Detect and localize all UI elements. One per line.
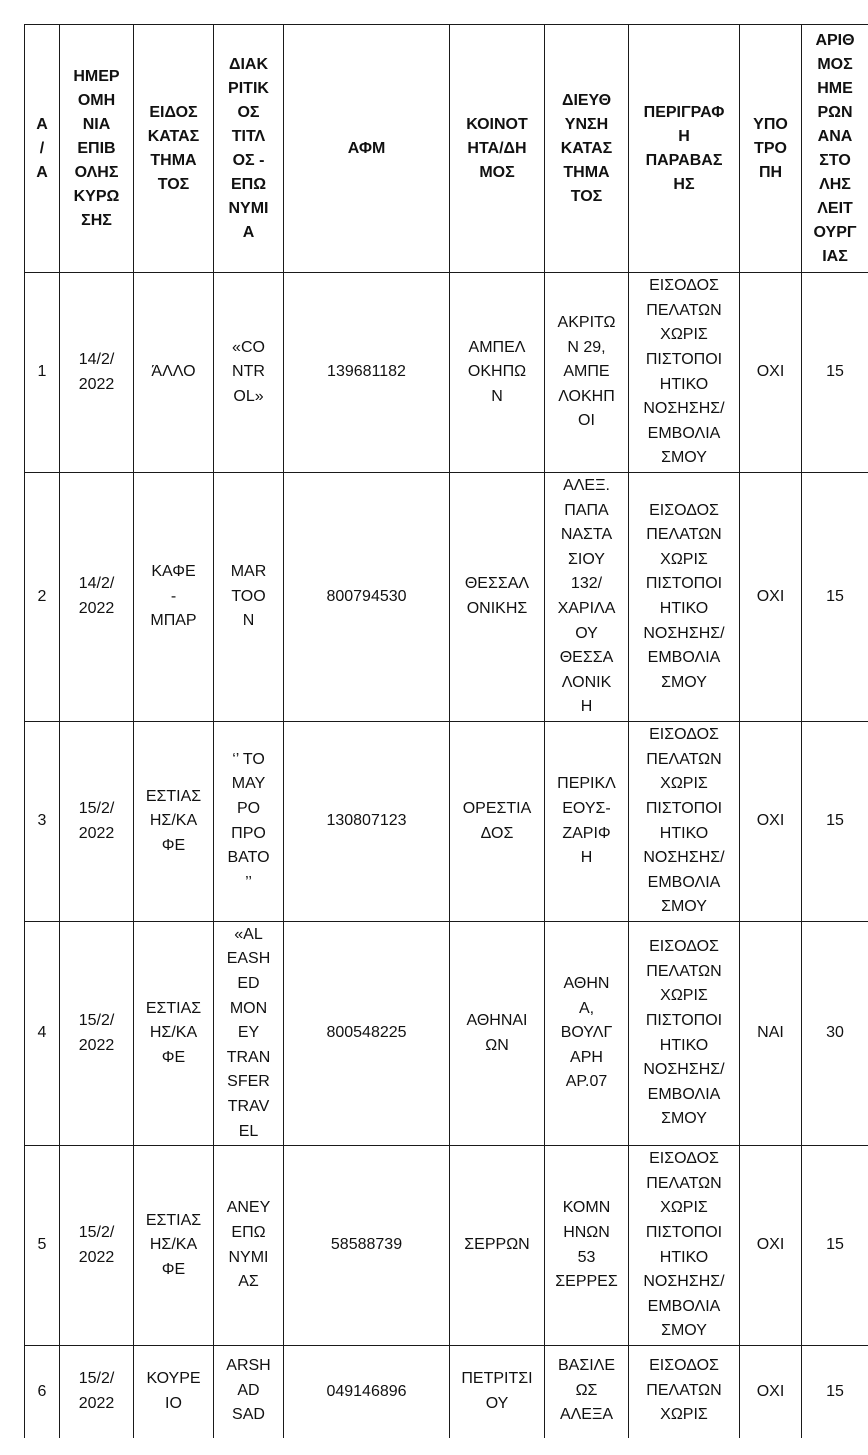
cell-address: ΠΕΡΙΚΛ ΕΟΥΣ- ΖΑΡΙΦ Η	[545, 722, 629, 922]
cell-address: ΑΘΗΝ Α, ΒΟΥΛΓ ΑΡΗ ΑΡ.07	[545, 922, 629, 1146]
table-row	[25, 722, 868, 922]
cell-date: 15/2/ 2022	[60, 922, 134, 1146]
cell-address: ΑΚΡΙΤΩ Ν 29, ΑΜΠΕ ΛΟΚΗΠ ΟΙ	[545, 273, 629, 473]
cell-address: ΑΛΕΞ. ΠΑΠΑ ΝΑΣΤΑ ΣΙΟΥ 132/ ΧΑΡΙΛΑ ΟΥ ΘΕΣΣΑ ΛΟΝΙΚ Η	[545, 473, 629, 722]
table-header-row	[25, 25, 868, 273]
sanctions-table	[24, 24, 868, 1438]
table-row	[25, 273, 868, 473]
cell-repeat: ΟΧΙ	[740, 1146, 802, 1346]
cell-date: 14/2/ 2022	[60, 273, 134, 473]
cell-afm: 130807123	[284, 722, 450, 922]
cell-date: 14/2/ 2022	[60, 473, 134, 722]
cell-date: 15/2/ 2022	[60, 1346, 134, 1439]
cell-afm: 049146896	[284, 1346, 450, 1439]
cell-violation: ΕΙΣΟΔΟΣ ΠΕΛΑΤΩΝ ΧΩΡΙΣ ΠΙΣΤΟΠΟΙ ΗΤΙΚΟ ΝΟΣΗΣΗΣ/ ΕΜΒΟΛΙΑ ΣΜΟΥ	[629, 473, 740, 722]
cell-days: 15	[802, 722, 868, 922]
cell-date: 15/2/ 2022	[60, 1146, 134, 1346]
table-row	[25, 1346, 868, 1439]
cell-community: ΠΕΤΡΙΤΣΙ ΟΥ	[450, 1346, 545, 1439]
cell-type: ΕΣΤΙΑΣ ΗΣ/ΚΑ ΦΕ	[134, 1146, 214, 1346]
cell-community: ΟΡΕΣΤΙΑ ΔΟΣ	[450, 722, 545, 922]
header-days: ΑΡΙΘ ΜΟΣ ΗΜΕ ΡΩΝ ΑΝΑ ΣΤΟ ΛΗΣ ΛΕΙΤ ΟΥΡΓ ΙΑΣ	[802, 25, 868, 273]
cell-violation: ΕΙΣΟΔΟΣ ΠΕΛΑΤΩΝ ΧΩΡΙΣ ΠΙΣΤΟΠΟΙ ΗΤΙΚΟ ΝΟΣΗΣΗΣ/ ΕΜΒΟΛΙΑ ΣΜΟΥ	[629, 922, 740, 1146]
cell-repeat: ΟΧΙ	[740, 473, 802, 722]
cell-repeat: ΝΑΙ	[740, 922, 802, 1146]
cell-afm: 800548225	[284, 922, 450, 1146]
cell-title: ΑΝΕΥ ΕΠΩ ΝΥΜΙ ΑΣ	[214, 1146, 284, 1346]
cell-community: ΑΘΗΝΑΙ ΩΝ	[450, 922, 545, 1146]
cell-title: ARSH AD SAD	[214, 1346, 284, 1439]
cell-afm: 800794530	[284, 473, 450, 722]
header-address: ΔΙΕΥΘ ΥΝΣΗ ΚΑΤΑΣ ΤΗΜΑ ΤΟΣ	[545, 25, 629, 273]
cell-days: 15	[802, 1146, 868, 1346]
cell-type: ΆΛΛΟ	[134, 273, 214, 473]
cell-community: ΑΜΠΕΛ ΟΚΗΠΩ Ν	[450, 273, 545, 473]
cell-aa: 3	[25, 722, 60, 922]
cell-days: 15	[802, 473, 868, 722]
cell-afm: 139681182	[284, 273, 450, 473]
cell-aa: 1	[25, 273, 60, 473]
cell-aa: 6	[25, 1346, 60, 1439]
cell-days: 30	[802, 922, 868, 1146]
cell-title: «CO NTR OL»	[214, 273, 284, 473]
cell-violation: ΕΙΣΟΔΟΣ ΠΕΛΑΤΩΝ ΧΩΡΙΣ ΠΙΣΤΟΠΟΙ ΗΤΙΚΟ ΝΟΣΗΣΗΣ/ ΕΜΒΟΛΙΑ ΣΜΟΥ	[629, 722, 740, 922]
cell-community: ΘΕΣΣΑΛ ΟΝΙΚΗΣ	[450, 473, 545, 722]
table-row	[25, 1146, 868, 1346]
cell-violation: ΕΙΣΟΔΟΣ ΠΕΛΑΤΩΝ ΧΩΡΙΣ	[629, 1346, 740, 1439]
cell-title: «AL EASH ED MON EY TRAN SFER TRAV EL	[214, 922, 284, 1146]
cell-address: ΚΟΜΝ ΗΝΩΝ 53 ΣΕΡΡΕΣ	[545, 1146, 629, 1346]
cell-repeat: ΟΧΙ	[740, 722, 802, 922]
cell-violation: ΕΙΣΟΔΟΣ ΠΕΛΑΤΩΝ ΧΩΡΙΣ ΠΙΣΤΟΠΟΙ ΗΤΙΚΟ ΝΟΣΗΣΗΣ/ ΕΜΒΟΛΙΑ ΣΜΟΥ	[629, 1146, 740, 1346]
cell-repeat: ΟΧΙ	[740, 273, 802, 473]
cell-date: 15/2/ 2022	[60, 722, 134, 922]
header-date: ΗΜΕΡ ΟΜΗ ΝΙΑ ΕΠΙΒ ΟΛΗΣ ΚΥΡΩ ΣΗΣ	[60, 25, 134, 273]
cell-afm: 58588739	[284, 1146, 450, 1346]
cell-aa: 5	[25, 1146, 60, 1346]
header-title: ΔΙΑΚ ΡΙΤΙΚ ΟΣ ΤΙΤΛ ΟΣ - ΕΠΩ ΝΥΜΙ Α	[214, 25, 284, 273]
cell-repeat: ΟΧΙ	[740, 1346, 802, 1439]
header-repeat: ΥΠΟ ΤΡΟ ΠΗ	[740, 25, 802, 273]
cell-days: 15	[802, 1346, 868, 1439]
cell-title: ‘’ ΤΟ ΜΑΥ ΡΟ ΠΡΟ ΒΑΤΟ ’’	[214, 722, 284, 922]
header-community: ΚΟΙΝΟΤ ΗΤΑ/ΔΗ ΜΟΣ	[450, 25, 545, 273]
cell-community: ΣΕΡΡΩΝ	[450, 1146, 545, 1346]
cell-aa: 4	[25, 922, 60, 1146]
cell-type: ΕΣΤΙΑΣ ΗΣ/ΚΑ ΦΕ	[134, 722, 214, 922]
cell-type: ΕΣΤΙΑΣ ΗΣ/ΚΑ ΦΕ	[134, 922, 214, 1146]
table-row	[25, 473, 868, 722]
header-aa: Α / Α	[25, 25, 60, 273]
cell-type: ΚΑΦΕ - ΜΠΑΡ	[134, 473, 214, 722]
cell-type: ΚΟΥΡΕ ΙΟ	[134, 1346, 214, 1439]
cell-days: 15	[802, 273, 868, 473]
header-violation: ΠΕΡΙΓΡΑΦ Η ΠΑΡΑΒΑΣ ΗΣ	[629, 25, 740, 273]
cell-violation: ΕΙΣΟΔΟΣ ΠΕΛΑΤΩΝ ΧΩΡΙΣ ΠΙΣΤΟΠΟΙ ΗΤΙΚΟ ΝΟΣΗΣΗΣ/ ΕΜΒΟΛΙΑ ΣΜΟΥ	[629, 273, 740, 473]
table-row	[25, 922, 868, 1146]
header-type: ΕΙΔΟΣ ΚΑΤΑΣ ΤΗΜΑ ΤΟΣ	[134, 25, 214, 273]
cell-aa: 2	[25, 473, 60, 722]
header-afm: ΑΦΜ	[284, 25, 450, 273]
document-page	[24, 24, 868, 1438]
cell-address: ΒΑΣΙΛΕ ΩΣ ΑΛΕΞΑ	[545, 1346, 629, 1439]
cell-title: MAR TOO N	[214, 473, 284, 722]
